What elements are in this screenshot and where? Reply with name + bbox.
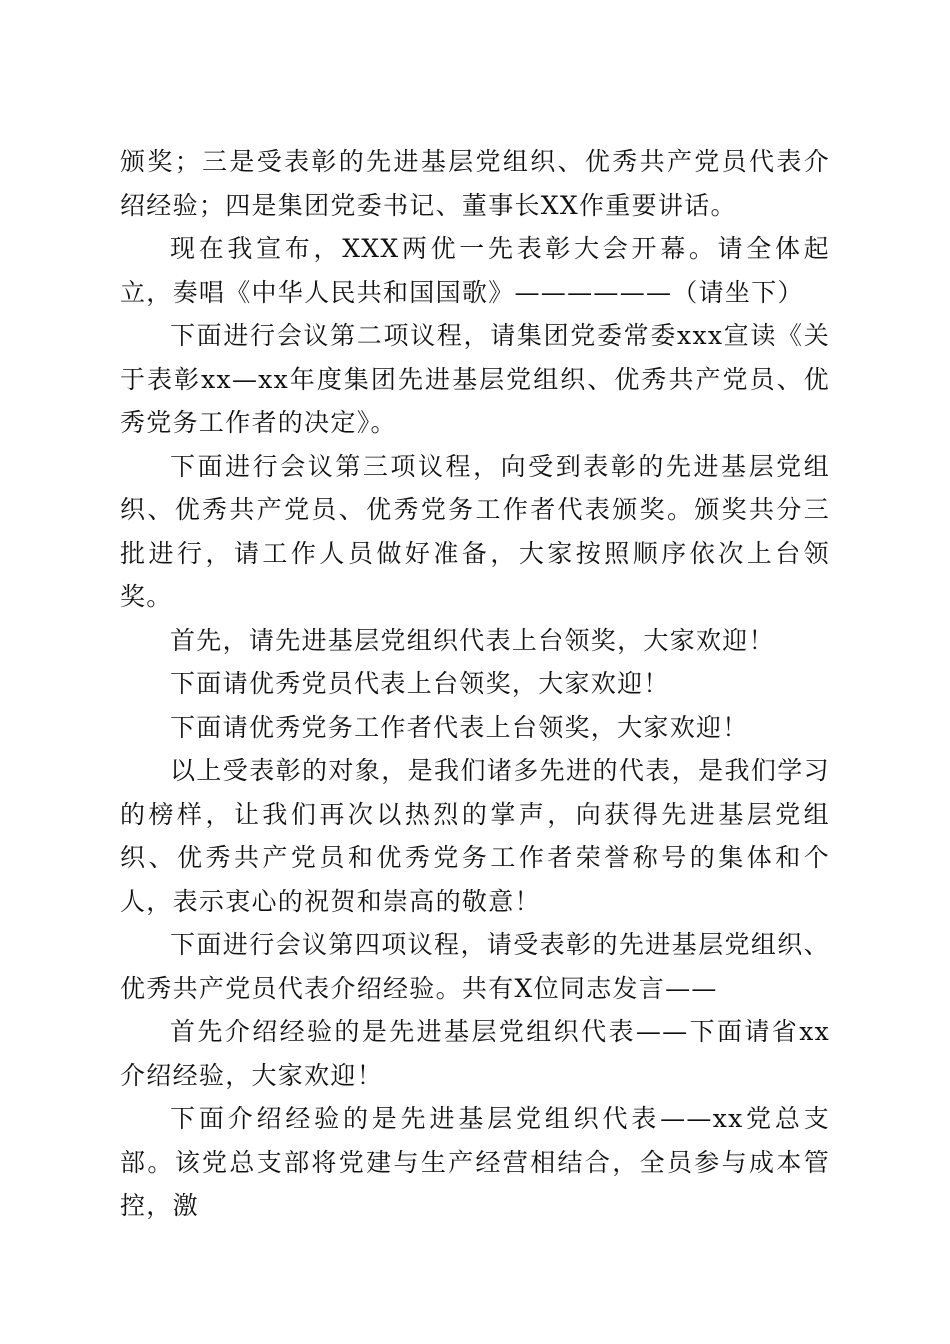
paragraph: 下面请优秀党员代表上台领奖，大家欢迎！ [170, 669, 670, 698]
document-body [120, 140, 830, 1228]
paragraph: 下面进行会议第四项议程，请受表彰的先进基层党组织、优秀共产党员代表介绍经验。共有X位同志发言—— [120, 930, 830, 1003]
paragraph: 下面进行会议第三项议程，向受到表彰的先进基层党组织、优秀共产党员、优秀党务工作者代表颁奖。颁奖共分三批进行，请工作人员做好准备，大家按照顺序依次上台领奖。 [120, 451, 830, 611]
paragraph: 现在我宣布，XXX两优一先表彰大会开幕。请全体起立，奏唱《中华人民共和国国歌》——————（请坐下） [120, 234, 830, 307]
paragraph: 下面进行会议第二项议程，请集团党委常委xxx宣读《关于表彰xx—xx年度集团先进基层党组织、优秀共产党员、优秀党务工作者的决定》。 [120, 321, 830, 437]
paragraph: 首先，请先进基层党组织代表上台领奖，大家欢迎！ [170, 625, 775, 655]
paragraph: 以上受表彰的对象，是我们诸多先进的代表，是我们学习的榜样，让我们再次以热烈的掌声，向获得先进基层党组织、优秀共产党员和优秀党务工作者荣誉称号的集体和个人，表示衷心的祝贺和崇高的敬意！ [120, 756, 830, 916]
paragraph: 首先介绍经验的是先进基层党组织代表——下面请省xx介绍经验，大家欢迎！ [120, 1017, 830, 1090]
paragraph: 下面请优秀党务工作者代表上台领奖，大家欢迎！ [170, 712, 749, 742]
paragraph: 下面介绍经验的是先进基层党组织代表——xx党总支部。该党总支部将党建与生产经营相结合，全员参与成本管控，激 [120, 1104, 830, 1220]
paragraph: 颁奖；三是受表彰的先进基层党组织、优秀共产党员代表介绍经验；四是集团党委书记、董事长XX作重要讲话。 [120, 147, 830, 220]
